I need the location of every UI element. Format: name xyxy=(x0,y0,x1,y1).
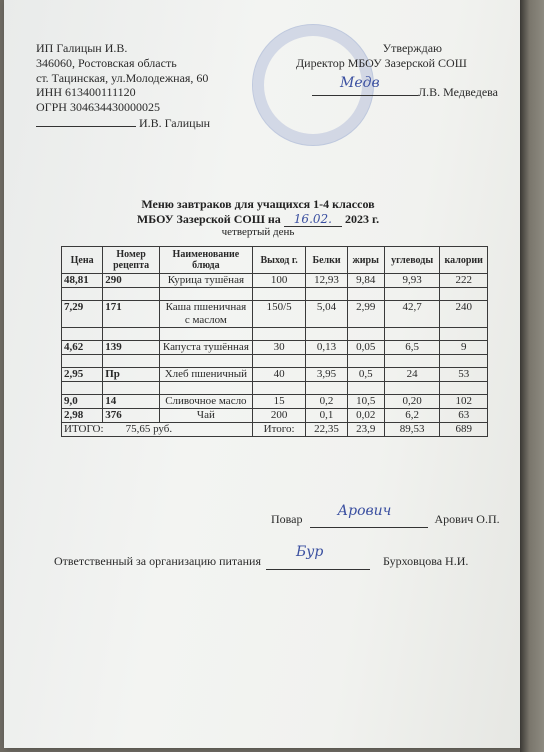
col-header-output: Выход г. xyxy=(252,247,306,274)
cell-recipe: 139 xyxy=(103,341,160,355)
cell-dish: Чай xyxy=(159,409,252,423)
cook-signature-block xyxy=(271,503,500,528)
handwritten-date: 16.02. xyxy=(284,212,342,227)
table-row xyxy=(62,274,488,288)
cell-carbs: 0,20 xyxy=(384,395,440,409)
table-header-row xyxy=(62,247,488,274)
table-row xyxy=(62,395,488,409)
responsible-signature-block xyxy=(54,544,469,570)
menu-subtitle xyxy=(0,212,516,227)
col-header-kcal: калории xyxy=(440,247,488,274)
col-header-price: Цена xyxy=(62,247,103,274)
total-fat: 23,9 xyxy=(347,423,384,437)
responsible-label: Ответственный за организацию питания xyxy=(54,554,261,568)
cell-price: 4,62 xyxy=(62,341,103,355)
cell-output: 15 xyxy=(252,395,306,409)
total-protein: 22,35 xyxy=(306,423,347,437)
menu-table xyxy=(61,246,488,437)
cook-signature: Арович xyxy=(337,503,392,519)
director-title: Директор МБОУ Зазерской СОШ xyxy=(296,55,467,70)
cell-kcal: 240 xyxy=(440,301,488,328)
cook-label: Повар xyxy=(271,512,303,526)
cell-dish: Курица тушёная xyxy=(159,274,252,288)
col-header-recipe: Номер рецепта xyxy=(103,247,160,274)
school-label: МБОУ Зазерской СОШ на xyxy=(136,212,281,226)
menu-day: четвертый день xyxy=(221,226,295,238)
director-signature-line xyxy=(286,74,498,100)
total-kcal: 689 xyxy=(440,423,488,437)
cell-kcal: 9 xyxy=(440,341,488,355)
year-label: 2023 г. xyxy=(344,212,380,226)
cell-fat: 0,02 xyxy=(347,409,384,423)
cell-kcal: 102 xyxy=(440,395,488,409)
cell-carbs: 24 xyxy=(384,368,440,382)
cell-price: 48,81 xyxy=(62,274,103,288)
cell-protein: 0,1 xyxy=(306,409,347,423)
org-signature-line xyxy=(36,115,210,131)
cell-protein: 5,04 xyxy=(306,301,347,328)
cell-output: 150/5 xyxy=(252,301,306,328)
cell-protein: 3,95 xyxy=(306,368,347,382)
total-itogo: Итого: xyxy=(252,423,306,437)
cell-recipe: 171 xyxy=(103,301,160,328)
menu-title: Меню завтраков для учащихся 1-4 классов xyxy=(141,197,375,211)
header-right xyxy=(286,41,498,99)
org-inn: ИНН 613400111120 xyxy=(36,85,136,100)
cell-carbs: 9,93 xyxy=(384,274,440,288)
director-signature: Медв xyxy=(340,74,380,91)
header-left xyxy=(36,41,210,131)
table-row xyxy=(62,301,488,328)
cell-recipe: Пр xyxy=(103,368,160,382)
total-sum: 75,65 руб. xyxy=(125,423,173,435)
cell-protein: 12,93 xyxy=(306,274,347,288)
col-header-dish: Наименование блюда xyxy=(159,247,252,274)
cell-recipe: 14 xyxy=(103,395,160,409)
cell-price: 2,98 xyxy=(62,409,103,423)
cell-fat: 0,05 xyxy=(347,341,384,355)
cell-carbs: 6,5 xyxy=(384,341,440,355)
cell-recipe: 376 xyxy=(103,409,160,423)
cell-kcal: 63 xyxy=(440,409,488,423)
table-spacer-row xyxy=(62,288,488,301)
cell-fat: 0,5 xyxy=(347,368,384,382)
cell-carbs: 6,2 xyxy=(384,409,440,423)
org-address-street: ст. Тацинская, ул.Молодежная, 60 xyxy=(36,70,209,85)
org-address-region: 346060, Ростовская область xyxy=(36,55,177,70)
cell-dish: Капуста тушённая xyxy=(159,341,252,355)
responsible-name: Бурховцова Н.И. xyxy=(383,554,469,568)
org-ogrn: ОГРН 304634430000025 xyxy=(36,100,160,115)
cell-recipe: 290 xyxy=(103,274,160,288)
responsible-signature: Бур xyxy=(296,544,324,560)
cell-output: 100 xyxy=(252,274,306,288)
table-spacer-row xyxy=(62,382,488,395)
org-name: ИП Галицын И.В. xyxy=(36,41,128,55)
cell-output: 30 xyxy=(252,341,306,355)
cell-price: 9,0 xyxy=(62,395,103,409)
cell-dish: Каша пшеничная с маслом xyxy=(159,301,252,328)
cell-price: 7,29 xyxy=(62,301,103,328)
cell-protein: 0,2 xyxy=(306,395,347,409)
total-label: ИТОГО: xyxy=(64,423,104,435)
table-row xyxy=(62,409,488,423)
cell-dish: Хлеб пшеничный xyxy=(159,368,252,382)
background-edge xyxy=(520,0,544,752)
cell-dish: Сливочное масло xyxy=(159,395,252,409)
org-signer: И.В. Галицын xyxy=(139,115,211,130)
cell-price: 2,95 xyxy=(62,368,103,382)
director-name: Л.В. Медведева xyxy=(418,84,498,99)
col-header-protein: Белки xyxy=(306,247,347,274)
cell-fat: 9,84 xyxy=(347,274,384,288)
table-row xyxy=(62,341,488,355)
total-cell xyxy=(62,423,253,437)
cell-kcal: 53 xyxy=(440,368,488,382)
col-header-carbs: углеводы xyxy=(384,247,440,274)
table-spacer-row xyxy=(62,355,488,368)
cook-name: Арович О.П. xyxy=(434,512,500,526)
cell-output: 40 xyxy=(252,368,306,382)
table-spacer-row xyxy=(62,328,488,341)
col-header-fat: жиры xyxy=(347,247,384,274)
table-total-row xyxy=(62,423,488,437)
cell-carbs: 42,7 xyxy=(384,301,440,328)
approve-label: Утверждаю xyxy=(382,41,442,55)
cell-fat: 10,5 xyxy=(347,395,384,409)
cell-fat: 2,99 xyxy=(347,301,384,328)
total-carbs: 89,53 xyxy=(384,423,440,437)
cell-protein: 0,13 xyxy=(306,341,347,355)
cell-output: 200 xyxy=(252,409,306,423)
cell-kcal: 222 xyxy=(440,274,488,288)
table-row xyxy=(62,368,488,382)
